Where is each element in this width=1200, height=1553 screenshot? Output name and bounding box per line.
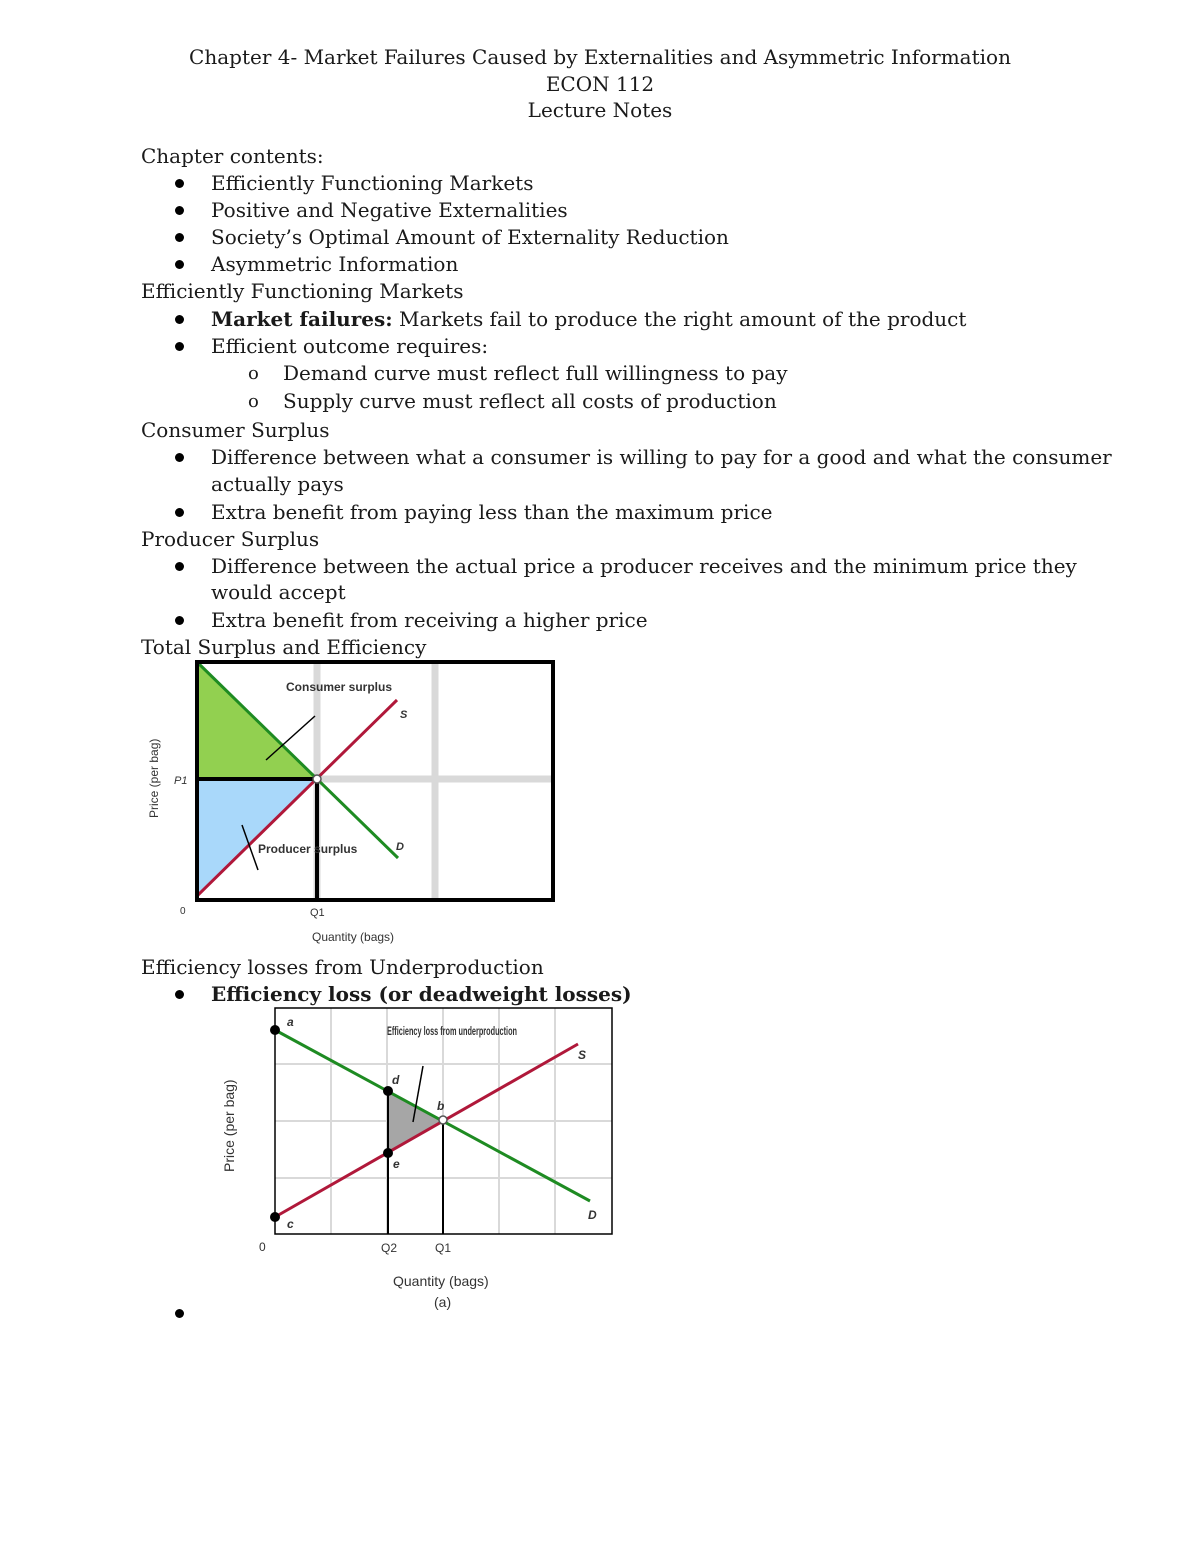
section-heading-efficient-markets: Efficiently Functioning Markets <box>141 279 464 303</box>
market-failures-term: Market failures: <box>211 307 393 331</box>
x-tick-zero: 0 <box>259 1240 266 1254</box>
x-tick-q1: Q1 <box>435 1241 452 1255</box>
supply-label: S <box>578 1048 587 1062</box>
point-b-label: b <box>437 1099 445 1113</box>
y-tick-p1: P1 <box>174 775 188 787</box>
sub-bullet-marker: o <box>248 363 259 384</box>
point-e-label: e <box>393 1157 400 1171</box>
market-failures-definition: Markets fail to produce the right amount of the product <box>392 307 967 331</box>
section-heading-total-surplus: Total Surplus and Efficiency <box>141 635 427 659</box>
bullet-icon <box>175 342 184 351</box>
bullet-icon <box>175 453 184 462</box>
total-surplus-chart <box>140 658 570 950</box>
contents-heading: Chapter contents: <box>141 144 324 168</box>
efficiency-loss-label: Efficiency loss from underproduction <box>387 1024 517 1038</box>
point-b <box>439 1116 447 1124</box>
bullet-icon <box>175 206 184 215</box>
demand-label: D <box>588 1208 597 1222</box>
bullet-icon <box>175 562 184 571</box>
bullet-icon <box>175 315 184 324</box>
section-heading-consumer-surplus: Consumer Surplus <box>141 418 330 442</box>
point-d-label: d <box>392 1073 400 1087</box>
bullet-icon <box>175 179 184 188</box>
bullet-icon <box>175 990 184 999</box>
demand-label: D <box>396 841 404 853</box>
bullet-icon <box>175 508 184 517</box>
x-axis-label: Quantity (bags) <box>393 1273 489 1289</box>
point-c-label: c <box>287 1217 294 1231</box>
x-tick-q2: Q2 <box>381 1241 398 1255</box>
producer-surplus-item: Difference between the actual price a producer receives and the minimum price they <box>211 554 1077 578</box>
consumer-surplus-item: Difference between what a consumer is willing to pay for a good and what the consumer <box>211 445 1112 469</box>
efficient-outcome-subitem: Demand curve must reflect full willingness to pay <box>283 361 788 385</box>
bullet-icon <box>175 260 184 269</box>
contents-item: Society’s Optimal Amount of Externality Reduction <box>211 225 729 249</box>
consumer-surplus-item-continued: actually pays <box>211 472 344 496</box>
supply-label: S <box>400 709 408 721</box>
point-c <box>270 1212 280 1222</box>
point-e <box>383 1148 393 1158</box>
bullet-icon <box>175 1309 184 1318</box>
producer-surplus-label: Producer surplus <box>258 842 358 856</box>
consumer-surplus-label: Consumer surplus <box>286 680 393 694</box>
y-tick-zero: 0 <box>180 906 186 917</box>
efficiency-loss-chart <box>215 1004 625 1314</box>
x-axis-label: Quantity (bags) <box>312 930 395 944</box>
section-heading-efficiency-losses: Efficiency losses from Underproduction <box>141 955 544 979</box>
contents-item: Asymmetric Information <box>211 252 459 276</box>
efficiency-loss-item: Efficiency loss (or deadweight losses) <box>211 982 632 1006</box>
y-axis-label: Price (per bag) <box>221 1079 237 1172</box>
section-heading-producer-surplus: Producer Surplus <box>141 527 320 551</box>
chapter-title: Chapter 4- Market Failures Caused by Externalities and Asymmetric Information <box>189 45 1011 69</box>
chart-caption: (a) <box>434 1294 452 1310</box>
equilibrium-point <box>313 775 321 783</box>
lecture-notes-title: Lecture Notes <box>527 98 673 122</box>
efficient-outcome-subitem: Supply curve must reflect all costs of production <box>283 389 777 413</box>
sub-bullet-marker: o <box>248 391 259 412</box>
contents-item: Positive and Negative Externalities <box>211 198 568 222</box>
producer-surplus-item-continued: would accept <box>211 580 346 604</box>
efficient-outcome-item: Efficient outcome requires: <box>211 334 489 358</box>
consumer-surplus-item: Extra benefit from paying less than the maximum price <box>211 500 773 524</box>
point-a-label: a <box>287 1015 294 1029</box>
bullet-icon <box>175 616 184 625</box>
x-tick-q1: Q1 <box>310 907 325 919</box>
bullet-icon <box>175 233 184 242</box>
point-d <box>383 1086 393 1096</box>
contents-item: Efficiently Functioning Markets <box>211 171 534 195</box>
course-code: ECON 112 <box>545 72 655 96</box>
point-a <box>270 1025 280 1035</box>
market-failures-item <box>211 306 966 333</box>
producer-surplus-item: Extra benefit from receiving a higher price <box>211 608 648 632</box>
y-axis-label: Price (per bag) <box>147 738 161 818</box>
